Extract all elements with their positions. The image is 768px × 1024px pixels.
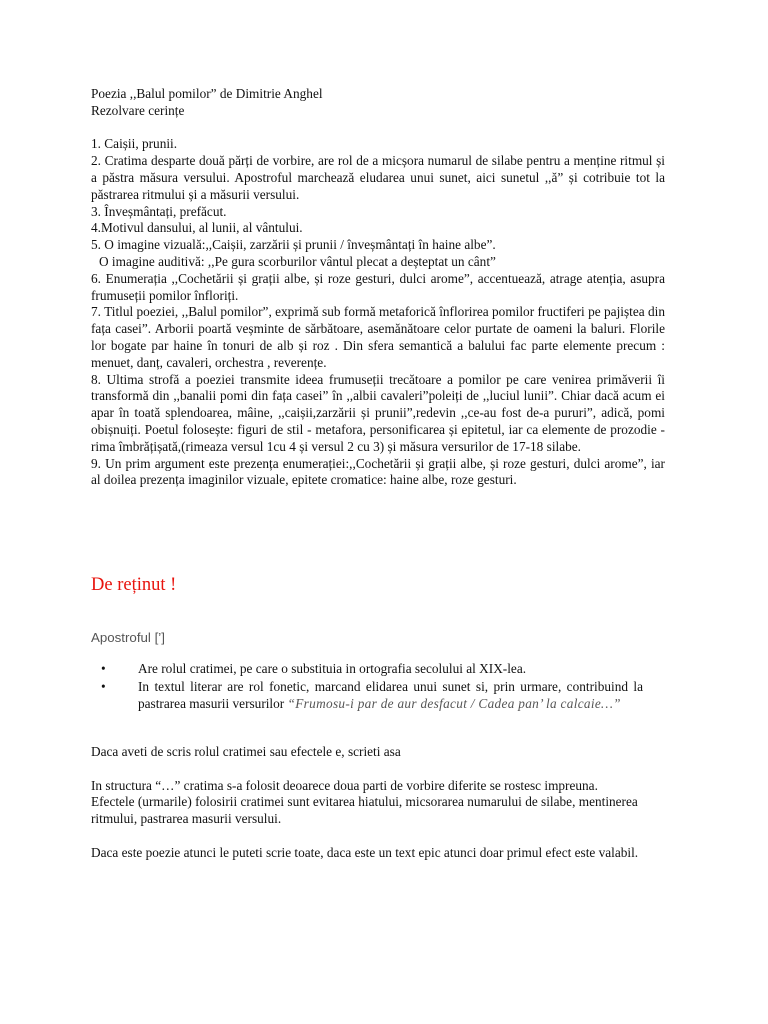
document-title: Poezia ,,Balul pomilor” de Dimitrie Anghel: [91, 86, 323, 101]
answer-5-visual: 5. O imagine vizuală:,,Caișii, zarzării și prunii / înveșmântați în haine albe”.: [91, 237, 496, 253]
answers-section: [91, 86, 665, 489]
notes-section: [91, 744, 661, 862]
note-instruction: Daca aveti de scris rolul cratimei sau efectele e, scrieti asa: [91, 744, 401, 759]
verse-quote: “Frumosu-i par de aur desfacut / Cadea pan’ la calcaie…”: [287, 695, 621, 711]
answer-6: 6. Enumerația ,,Cochetării și grații albe, și roze gesturi, dulci arome”, accentuează, atrage atenția, asupra frumuseții pomilor înfloriți.: [91, 270, 665, 303]
document-subtitle: Rezolvare cerințe: [91, 102, 185, 118]
apostrof-bullet-list: [91, 661, 643, 713]
spacer: [91, 828, 661, 845]
answer-4: 4.Motivul dansului, al lunii, al vântului.: [91, 220, 303, 236]
note-poetry-vs-epic: Daca este poezie atunci le puteti scrie toate, daca este un text epic atunci doar primul efect este valabil.: [91, 844, 639, 860]
note-effects: Efectele (urmarile) folosirii cratimei sunt evitarea hiatului, micsorarea numarului de silabe, mentinerea ritmului, pastrarea masurii versului.: [91, 794, 638, 827]
answer-5-auditory: O imagine auditivă: ,,Pe gura scorburilor vântul plecat a deșteptat un cânt”: [99, 253, 496, 269]
answer-7: 7. Titlul poeziei, ,,Balul pomilor”, exprimă sub formă metaforică înflorirea pomilor fructiferi pe pajiștea din fața casei”. Arborii poartă veșminte de sărbătoare, asemănătoare celor purtate de oameni la baluri. Florile lor bogate par haine în tonuri de alb și roz . Din sfera semantică a balului fac parte elemente precum : menuet, danț, cavaleri, orchestra , reverențe.: [91, 304, 665, 370]
bullet-icon: •: [101, 678, 106, 694]
spacer: [91, 761, 661, 778]
answer-3: 3. Înveșmântați, prefăcut.: [91, 203, 227, 219]
retinut-heading: De reținut !: [91, 575, 177, 595]
bullet-text: In textul literar are rol fonetic, marcand elidarea unui sunet si, prin urmare, contribuind la pastrarea masurii versurilor: [138, 678, 643, 711]
bullet-text: Are rolul cratimei, pe care o substituia in ortografia secolului al XIX-lea.: [138, 661, 527, 676]
answer-2: 2. Cratima desparte două părți de vorbire, are rol de a micșora numarul de silabe pentru a menține ritmul și a păstra măsura versului. Apostroful marchează eludarea unui sunet, aici sunetul ,,ă” și cotribuie tot la păstrarea ritmului și a măsurii versului.: [91, 153, 665, 202]
spacer: [91, 120, 665, 137]
answer-9: 9. Un prim argument este prezența enumerației:,,Cochetării și grații albe, și roze gesturi, dulci arome”, iar al doilea prezența imaginilor vizuale, epitete cromatice: haine albe, roze gesturi.: [91, 455, 665, 488]
answer-1: 1. Caișii, prunii.: [91, 136, 178, 152]
answer-8: 8. Ultima strofă a poeziei transmite ideea frumuseții trecătoare a pomilor pe care venirea primăverii îi transformă din ,,banalii pomi din fața casei” în ,,albii cavaleri”poleiți de ,,luciul lunii”. Chiar dacă acum ei apar în toată splendoarea, mâine, ,,caișii,zarzării și prunii”,redevin ,,ce-au fost de-a pururi”, adică, pomi obișnuiți. Poetul folosește: figuri de stil - metafora, personificarea și epitetul, iar ca elemente de prozodie - rima îmbrățișată,(rimeaza versul 1cu 4 și versul 2 cu 3) și măsura versurilor de 17-18 silabe.: [91, 371, 665, 454]
bullet-icon: •: [101, 661, 106, 676]
list-item: [91, 661, 643, 678]
apostrof-label: Apostroful [’]: [91, 630, 165, 645]
list-item: [91, 679, 643, 713]
note-structure: In structura “…” cratima s-a folosit deoarece doua parti de vorbire diferite se rostesc impreuna.: [91, 777, 598, 793]
